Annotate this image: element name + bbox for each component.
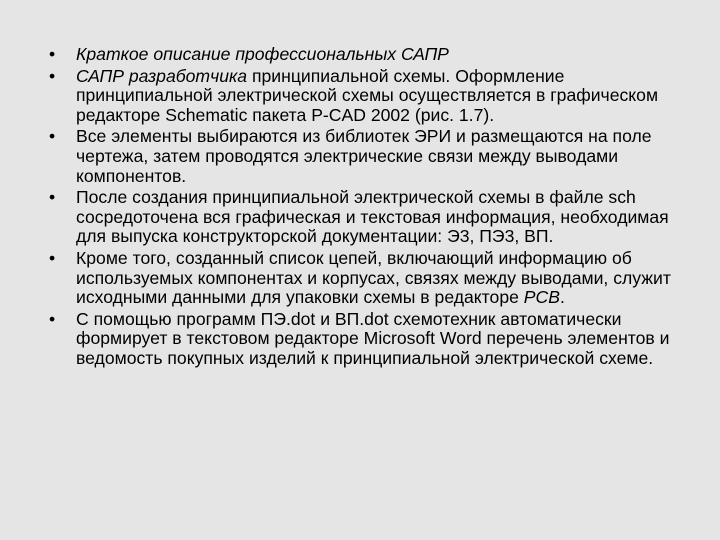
bullet-text: .: [559, 287, 565, 308]
bullet-dot-icon: •: [49, 126, 56, 147]
bullet-text-emphasis: САПР разработчика: [76, 65, 248, 86]
bullet-text: Краткое описание профессиональных САПР: [76, 44, 449, 64]
bullet-text: С помощью программ ПЭ.dot и ВП.dot схемотехник автоматически формирует в текстовом редакторе Microsoft Word перечень элементов и ведомость покупных изделий к принципиальной электрической схеме.: [76, 308, 670, 368]
bullet-dot-icon: •: [49, 44, 56, 64]
bullet-text-emphasis: PCB: [523, 287, 560, 308]
bullet-dot-icon: •: [49, 247, 56, 268]
bullet-dot-icon: •: [49, 65, 56, 86]
bullet-text: Все элементы выбираются из библиотек ЭРИ и размещаются на поле чертежа, затем проводятся электрические связи между выводами компонентов.: [76, 126, 652, 186]
bullet-dot-icon: •: [49, 187, 56, 208]
bullet-item-6: [49, 310, 699, 369]
bullet-item-4: [49, 188, 699, 247]
bullet-item-1: [49, 45, 699, 65]
bullet-text: Кроме того, созданный список цепей, включающий информацию об используемых компонентах и корпусах, связях между выводами, служит исходными данными для упаковки схемы в редакторе: [76, 247, 671, 308]
bullet-text: После создания принципиальной электрической схемы в файле sch сосредоточена вся графическая и текстовая информация, необходимая для выпуска конструкторской документации: Э3, ПЭ3, ВП.: [76, 187, 669, 247]
bullet-item-3: [49, 127, 699, 186]
bullet-list: [49, 45, 699, 371]
bullet-item-2: [49, 67, 699, 126]
bullet-item-5: [49, 249, 699, 308]
bullet-dot-icon: •: [49, 308, 56, 329]
bullet-text: принципиальной схемы. Оформление принципиальной электрической схемы осуществляется в графическом редакторе Schematic пакета P-CAD 2002 (рис. 1.7).: [76, 65, 659, 125]
